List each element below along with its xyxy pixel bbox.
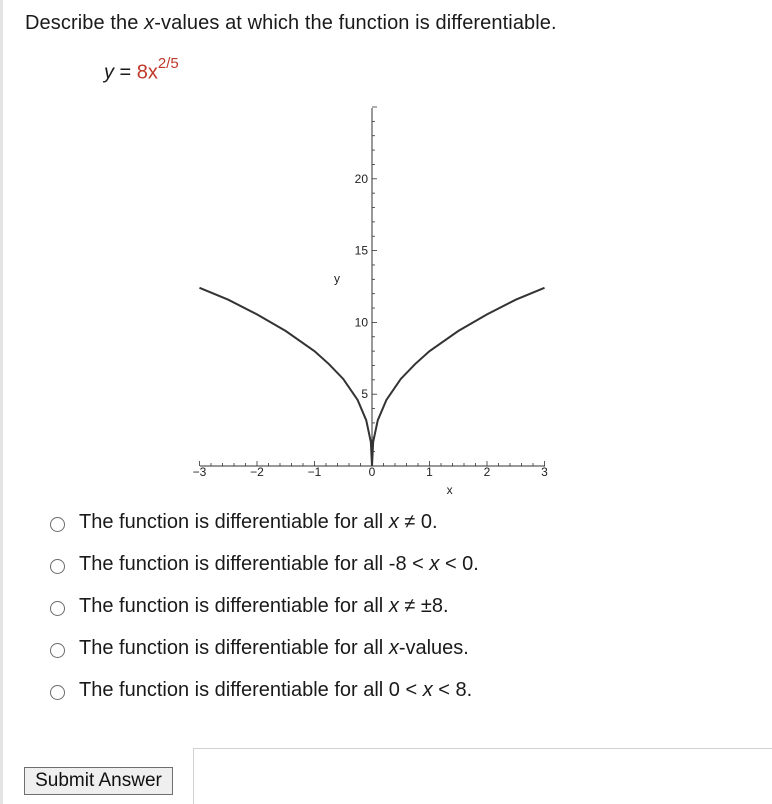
question-text	[25, 12, 557, 35]
answer-options	[50, 511, 479, 721]
graph-svg	[180, 100, 560, 500]
x-tick-label: 3	[541, 465, 548, 479]
option-label: The function is differentiable for all x-values.	[79, 637, 469, 659]
x-tick-label: 1	[426, 465, 433, 479]
radio-button[interactable]	[50, 559, 65, 574]
answer-option-4[interactable]	[50, 637, 479, 679]
radio-button[interactable]	[50, 601, 65, 616]
question-prefix: Describe the	[25, 12, 145, 34]
y-axis-label: y	[334, 271, 340, 286]
answer-option-1[interactable]	[50, 511, 479, 553]
x-tick-label: −2	[250, 465, 264, 479]
answer-option-5[interactable]	[50, 679, 479, 721]
feedback-area	[193, 748, 772, 804]
equation-exponent: 2/5	[157, 55, 179, 72]
x-tick-label: 0	[368, 465, 376, 479]
function-graph	[180, 100, 560, 505]
option-label: The function is differentiable for all x ≠ ±8.	[79, 595, 449, 617]
question-var: x	[144, 12, 155, 34]
answer-option-3[interactable]	[50, 595, 479, 637]
equation-equals: =	[114, 61, 137, 84]
y-tick-label: 10	[354, 315, 368, 330]
x-tick-label: −3	[192, 465, 207, 479]
submit-answer-button[interactable]: Submit Answer	[24, 767, 173, 795]
answer-option-2[interactable]	[50, 553, 479, 595]
option-label: The function is differentiable for all 0 < x < 8.	[79, 679, 473, 701]
y-tick-label: 20	[354, 171, 368, 186]
equation-lhs: y	[104, 61, 114, 84]
left-border	[0, 0, 3, 804]
radio-button[interactable]	[50, 643, 65, 658]
radio-button[interactable]	[50, 685, 65, 700]
function-equation	[104, 55, 179, 85]
question-suffix: -values at which the function is differentiable.	[154, 12, 557, 34]
y-tick-label: 5	[361, 387, 368, 402]
equation-coefficient: 8	[136, 61, 148, 84]
option-label: The function is differentiable for all -8 < x < 0.	[79, 553, 479, 575]
option-label: The function is differentiable for all x ≠ 0.	[79, 511, 438, 533]
radio-button[interactable]	[50, 517, 65, 532]
x-tick-label: 2	[483, 465, 491, 479]
x-axis-label: x	[446, 483, 453, 497]
y-tick-label: 15	[354, 243, 368, 258]
equation-base: x	[147, 61, 158, 84]
x-tick-label: −1	[307, 465, 322, 479]
